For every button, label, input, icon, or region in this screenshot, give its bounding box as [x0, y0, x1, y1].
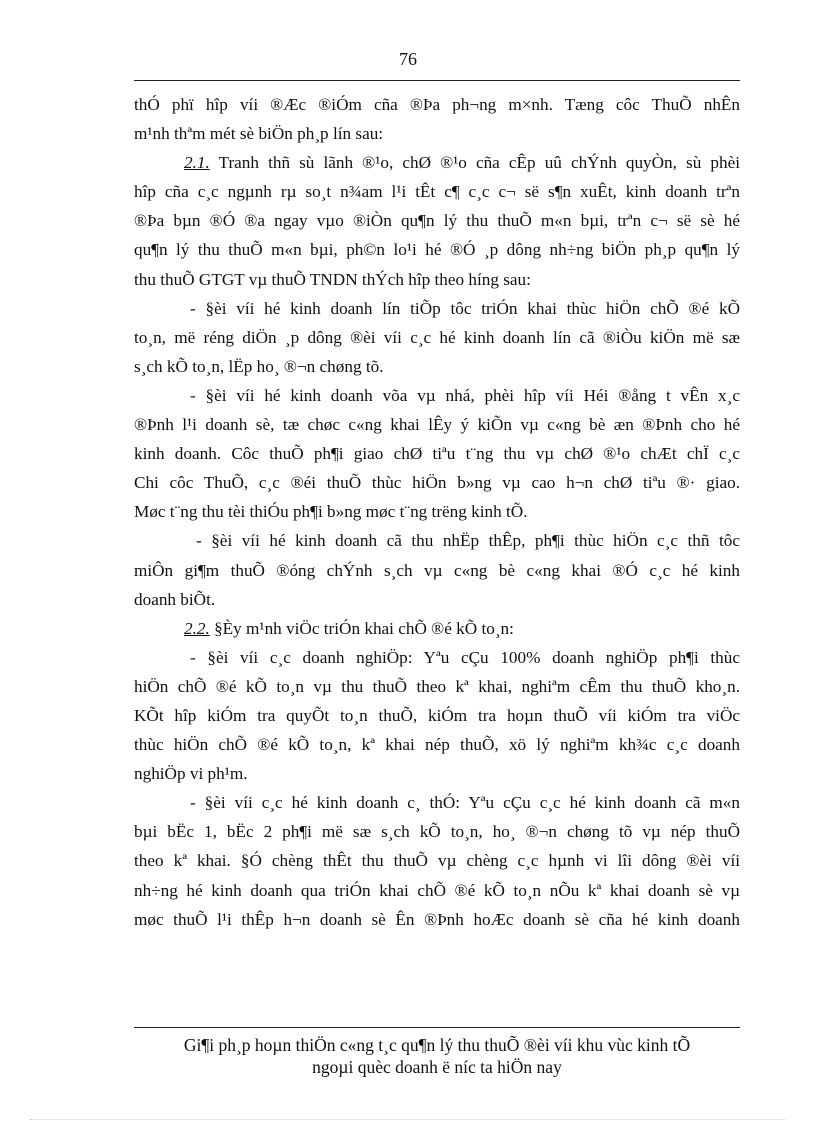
text-line: nh÷ng hé kinh doanh qua triÓn khai chÕ ®é kÕ to¸n nÕu kª khai doanh sè vµ	[134, 880, 740, 900]
text-line: - §èi víi hé kinh doanh võa vµ nhá, phèi hîp víi Héi ®ång t vÊn x¸c	[190, 385, 740, 405]
text-line: kinh doanh. Côc thuÕ ph¶i giao chØ tiªu t¨ng thu vµ chØ ®¹o chÆt chÏ c¸c	[134, 444, 740, 464]
page-boundary	[30, 1119, 786, 1120]
text-line: Chi côc ThuÕ, c¸c ®éi thuÕ thùc hiÖn b»ng vµ cao h¬n chØ tiªu ®· giao.	[134, 473, 740, 493]
header-rule	[134, 80, 740, 81]
text-line: thùc hiÖn chÕ ®é kÕ to¸n, kª khai nép thuÕ, xö lý nghiªm kh¾c c¸c doanh	[134, 735, 740, 755]
section-2-2	[134, 614, 740, 643]
text-line: s¸ch kÕ to¸n, lËp ho¸ ®¬n chøng tõ.	[134, 356, 384, 376]
text-line: KÕt hîp kiÓm tra quyÕt to¸n thuÕ, kiÓm tra hoµn thuÕ víi kiÓm tra viÖc	[134, 705, 740, 725]
text-line: doanh biÕt.	[134, 589, 216, 609]
text-line: miÔn gi¶m thuÕ ®óng chÝnh s¸ch vµ c«ng bè c«ng khai ®Ó c¸c hé kinh	[134, 560, 740, 580]
text-line: - §èi víi hé kinh doanh lín tiÕp tôc triÓn khai thùc hiÖn chÕ ®é kÕ	[190, 298, 740, 318]
text-line: ®Þa bµn ®Ó ®a ngay vµo ®iÒn qu¶n lý thu thuÕ m«n bµi, trªn c¬ së sè hé	[134, 211, 740, 231]
section-2-1	[134, 148, 740, 177]
footer-line-1: Gi¶i ph¸p hoµn thiÖn c«ng t¸c qu¶n lý thu thuÕ ®èi víi khu vùc kinh tÕ	[183, 1035, 691, 1055]
footer-line-2: ngoµi quèc doanh ë níc ta hiÖn nay	[312, 1057, 562, 1077]
text-line: møc thuÕ l¹i thÊp h¬n doanh sè Ên ®Þnh hoÆc doanh sè cña hé kinh doanh	[134, 909, 740, 929]
section-number: 2.1.	[184, 153, 210, 173]
text-line: m¹nh thªm mét sè biÖn ph¸p lín sau:	[134, 124, 384, 144]
text-line: nghiÖp vi ph¹m.	[134, 764, 248, 784]
page-number: 76	[399, 49, 417, 69]
section-text: §Èy m¹nh viÖc triÓn khai chÕ ®é kÕ to¸n:	[209, 618, 514, 638]
text-line: - §èi víi hé kinh doanh cã thu nhËp thÊp, ph¶i thùc hiÖn c¸c thñ tôc	[196, 531, 740, 551]
text-line: theo kª khai. §Ó chèng thÊt thu thuÕ vµ chèng c¸c hµnh vi lîi dông ®èi víi	[134, 851, 740, 871]
section-text: Tranh thñ sù lãnh ®¹o, chØ ®¹o cña cÊp uû chÝnh quyÒn, sù phèi	[209, 153, 740, 173]
text-line: Møc t¨ng thu tèi thiÓu ph¶i b»ng møc t¨ng trëng kinh tÕ.	[134, 502, 528, 522]
page-footer	[134, 1034, 740, 1078]
text-line: hiÖn chÕ ®é kÕ to¸n vµ thu thuÕ theo kª khai, nghiªm cÊm thu thuÕ kho¸n.	[134, 676, 740, 696]
text-line: to¸n, më réng diÖn ¸p dông ®èi víi c¸c hé kinh doanh lín cã ®iÒu kiÖn më sæ	[134, 327, 740, 347]
section-number: 2.2.	[184, 618, 210, 638]
text-line: thÓ phï hîp víi ®Æc ®iÓm cña ®Þa ph¬ng m×nh. Tæng côc ThuÕ nhÊn	[134, 95, 740, 114]
text-line: - §èi víi c¸c doanh nghiÖp: Yªu cÇu 100% doanh nghiÖp ph¶i thùc	[190, 647, 740, 667]
text-line: hîp cña c¸c ngµnh rµ so¸t n¾am l¹i tÊt c¶ c¸c c¬ së s¶n xuÊt, kinh doanh trªn	[134, 182, 740, 202]
body-text	[134, 90, 740, 934]
text-line: bµi bËc 1, bËc 2 ph¶i më sæ s¸ch kÕ to¸n, ho¸ ®¬n chøng tõ vµ nép thuÕ	[134, 822, 740, 842]
text-line: - §èi víi c¸c hé kinh doanh c¸ thÓ: Yªu cÇu c¸c hé kinh doanh cã m«n	[190, 793, 740, 813]
text-line: qu¶n lý thu thuÕ m«n bµi, ph©n lo¹i hé ®Ó ¸p dông nh÷ng biÖn ph¸p qu¶n lý	[134, 240, 740, 260]
footer-rule	[134, 1027, 740, 1028]
text-line: thu thuÕ GTGT vµ thuÕ TNDN thÝch hîp theo híng sau:	[134, 269, 531, 289]
text-line: ®Þnh l¹i doanh sè, tæ chøc c«ng khai lÊy ý kiÕn vµ c«ng bè æn ®Þnh cho hé	[134, 415, 740, 435]
